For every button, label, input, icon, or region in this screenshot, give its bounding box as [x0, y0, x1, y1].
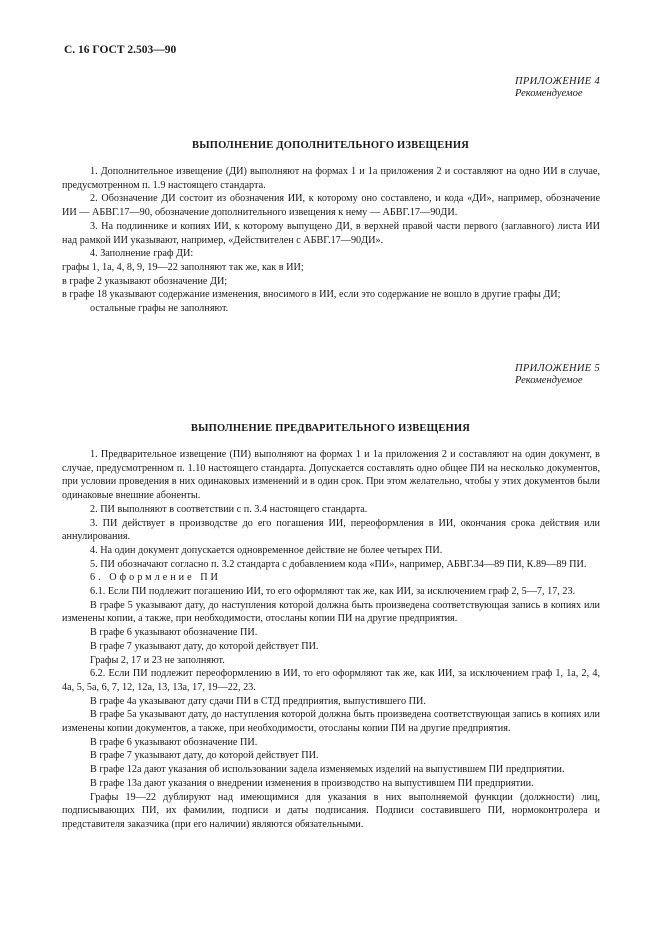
appendix-5-paragraph: 1. Предварительное извещение (ПИ) выполняют на формах 1 и 1а приложения 2 и составляют на один документ, в случае, предусмотренном п. 1.10 настоящего стандарта. Допускается составлять одно общее ПИ на несколько документов, при условии проведения в них одинаковых изменений и в один срок. При этом желательно, чтобы у этих документов были одинаковые внешние абоненты. — [62, 449, 600, 502]
appendix-4-body — [62, 165, 600, 316]
appendix-5-paragraph: В графе 7 указывают дату, до которой действует ПИ. — [90, 640, 319, 652]
appendix-5-label-block — [515, 363, 600, 387]
appendix-5-paragraph: 6.2. Если ПИ подлежит переоформлению в ИИ, то его оформляют так же, как ИИ, за исключением граф 1, 1а, 2, 4, 4а, 5, 5а, 6, 7, 12, 12а, 13, 13а, 17, 19—22, 23. — [62, 668, 600, 693]
appendix-4-label-block — [515, 76, 600, 100]
appendix-5-paragraph: В графе 6 указывают обозначение ПИ. — [90, 736, 258, 748]
appendix-5-paragraph: В графе 7 указывают дату, до которой действует ПИ. — [90, 750, 319, 762]
appendix-5-body — [62, 448, 600, 832]
appendix-4-status: Рекомендуемое — [515, 88, 583, 99]
appendix-5-paragraph: Графы 2, 17 и 23 не заполняют. — [90, 654, 225, 666]
appendix-5-paragraph: 2. ПИ выполняют в соответствии с п. 3.4 настоящего стандарта. — [90, 503, 368, 515]
appendix-5-section-heading: 6. Оформление ПИ — [90, 572, 221, 584]
appendix-5-paragraph: Графы 19—22 дублируют над имеющимися для указания в них выполняемой функции (должности) лиц, подписывающих ПИ, их фамилии, подписи и даты подписания. Подписи составившего ПИ, нормоконтролера и представителя заказчика (при его наличии) являются обязательными. — [62, 791, 600, 830]
appendix-4-paragraph: 4. Заполнение граф ДИ: — [90, 248, 194, 260]
appendix-5-paragraph: 4. На один документ допускается одновременное действие не более четырех ПИ. — [90, 544, 443, 556]
page-header: С. 16 ГОСТ 2.503—90 — [64, 44, 177, 56]
appendix-4-paragraph: в графе 18 указывают содержание изменения, вносимого в ИИ, если это содержание не вошло в другие графы ДИ; — [62, 289, 561, 301]
appendix-4-label: ПРИЛОЖЕНИЕ 4 — [515, 76, 600, 87]
appendix-5-paragraph: 5. ПИ обозначают согласно п. 3.2 стандарта с добавлением кода «ПИ», например, АБВГ.34—89 ПИ, К.89—89 ПИ. — [90, 558, 587, 570]
appendix-5-status: Рекомендуемое — [515, 375, 583, 386]
appendix-5-paragraph: 3. ПИ действует в производстве до его погашения ИИ, переоформления в ИИ, окончания срока действия или аннулирования. — [62, 517, 600, 543]
appendix-4-paragraph: 2. Обозначение ДИ состоит из обозначения ИИ, к которому оно составлено, и кода «ДИ», например, обозначение ИИ — АБВГ.17—90, обозначение дополнительного извещения к нему — АБВГ.17—90ДИ. — [62, 193, 600, 219]
appendix-4-paragraph: в графе 2 указывают обозначение ДИ; — [62, 275, 228, 287]
appendix-5-title: ВЫПОЛНЕНИЕ ПРЕДВАРИТЕЛЬНОГО ИЗВЕЩЕНИЯ — [190, 423, 471, 434]
appendix-5-paragraph: 6.1. Если ПИ подлежит погашению ИИ, то его оформляют так же, как ИИ, за исключением граф 2, 5—7, 17, 23. — [90, 586, 576, 598]
appendix-4-paragraph: графы 1, 1а, 4, 8, 9, 19—22 заполняют так же, как в ИИ; — [62, 261, 304, 273]
appendix-5-paragraph: В графе 6 указывают обозначение ПИ. — [90, 627, 258, 639]
appendix-4-title: ВЫПОЛНЕНИЕ ДОПОЛНИТЕЛЬНОГО ИЗВЕЩЕНИЯ — [192, 140, 469, 151]
appendix-5-paragraph: В графе 5 указывают дату, до наступления которой должна быть произведена соответствующая запись в копиях или изменены копии, а также, при необходимости, отосланы копии ПИ на другие предприятия. — [62, 599, 600, 625]
appendix-4-paragraph: 3. На подлиннике и копиях ИИ, к которому выпущено ДИ, в верхней правой части первого (заглавного) листа ИИ над рамкой ИИ указывают, например, «Действителен с АБВГ.17—90ДИ». — [62, 220, 600, 246]
appendix-4-paragraph: остальные графы не заполняют. — [90, 303, 229, 315]
appendix-5-paragraph: В графе 5а указывают дату, до наступления которой должна быть произведена соответствующая запись в копиях или изменены копии документов, а также, при необходимости, отосланы копии ПИ на другие предприятия. — [62, 709, 600, 735]
appendix-5-label: ПРИЛОЖЕНИЕ 5 — [515, 363, 600, 374]
appendix-5-paragraph: В графе 4а указывают дату сдачи ПИ в СТД предприятия, выпустившего ПИ. — [90, 695, 426, 707]
appendix-5-paragraph: В графе 13а дают указания о внедрении изменения в производство на выпустившем ПИ предприятии. — [90, 777, 534, 789]
appendix-5-paragraph: В графе 12а дают указания об использовании задела изменяемых изделий на выпустившем ПИ предприятии. — [90, 764, 565, 776]
appendix-4-paragraph: 1. Дополнительное извещение (ДИ) выполняют на формах 1 и 1а приложения 2 и составляют на одно ИИ в случае, предусмотренном п. 1.9 настоящего стандарта. — [62, 166, 600, 191]
